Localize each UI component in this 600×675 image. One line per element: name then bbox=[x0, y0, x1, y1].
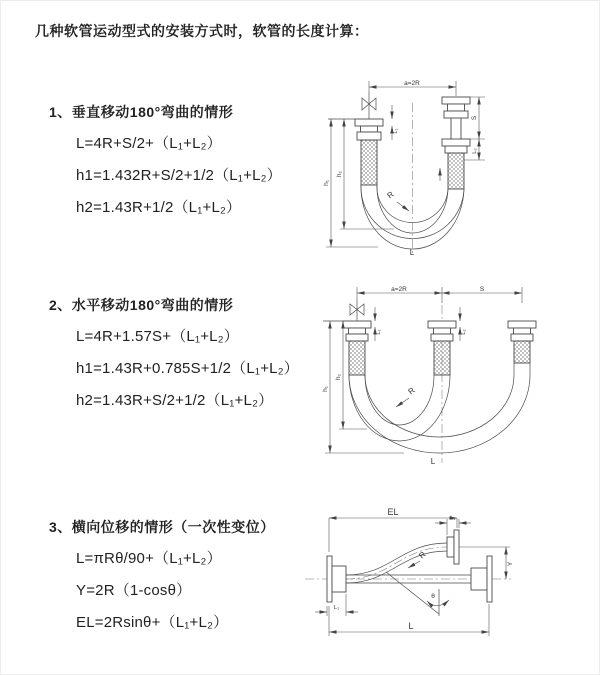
radius-label: R bbox=[406, 385, 417, 397]
length-label: L bbox=[430, 457, 436, 466]
dim-label-y: Y bbox=[507, 561, 514, 567]
section-2-formula-h2: h2=1.43R+S/2+1/2（L₁+L₂） bbox=[76, 392, 274, 409]
dim-label-a2r: a=2R bbox=[391, 286, 407, 293]
right-hose-end bbox=[440, 97, 470, 189]
dim-l bbox=[329, 604, 489, 636]
dim-s bbox=[442, 286, 522, 293]
section-3-formula-L: L=πRθ/90+（L₁+L₂） bbox=[76, 550, 222, 567]
angle-label: θ bbox=[431, 593, 435, 600]
dim-label-s: S bbox=[479, 286, 485, 293]
section-3-formula-Y: Y=2R（1-cosθ） bbox=[76, 582, 192, 599]
section-2-heading: 2、水平移动180°弯曲的情形 bbox=[49, 297, 234, 313]
dim-label-l1: L₁ bbox=[393, 128, 399, 134]
dim-label-l2: L₂ bbox=[461, 329, 467, 335]
dim-label-h1: h₁ bbox=[323, 180, 330, 186]
dim-label-l2: L₂ bbox=[450, 515, 456, 522]
section-2-formula-L: L=4R+1.57S+（L₁+L₂） bbox=[76, 328, 239, 345]
section-1 bbox=[49, 102, 282, 231]
valve-icon bbox=[362, 92, 376, 119]
right-hose-end bbox=[508, 321, 536, 375]
dim-label-h1: h₁ bbox=[322, 386, 329, 392]
page-title: 几种软管运动型式的安装方式时，软管的长度计算： bbox=[35, 23, 369, 39]
dim-el bbox=[329, 507, 457, 552]
section-1-formula-h2: h2=1.43R+1/2（L₁+L₂） bbox=[76, 199, 242, 216]
dim-label-a2r: a=2R bbox=[404, 80, 420, 87]
dim-label-l1: L₁ bbox=[376, 329, 382, 335]
dim-label-s: S bbox=[471, 115, 478, 121]
dim-a2r bbox=[369, 80, 456, 96]
angle-callout bbox=[386, 572, 449, 616]
diagram-vertical-bend bbox=[314, 77, 599, 257]
section-1-formula-h1: h1=1.432R+S/2+1/2（L₁+L₂） bbox=[76, 167, 282, 184]
section-3 bbox=[49, 517, 275, 646]
dim-a2r bbox=[357, 286, 522, 303]
dim-l1-fitting bbox=[375, 307, 382, 341]
radius-callout bbox=[396, 386, 417, 407]
hose-braid bbox=[361, 140, 377, 185]
dim-l1 bbox=[315, 594, 358, 616]
dim-label-el: EL bbox=[387, 507, 399, 517]
section-3-heading: 3、横向位移的情形（一次性变位） bbox=[49, 519, 275, 535]
dim-l2 bbox=[435, 516, 471, 536]
dim-l2-fitting bbox=[460, 307, 467, 341]
radius-label: R bbox=[385, 189, 396, 201]
section-1-formula-L: L=4R+S/2+（L₁+L₂） bbox=[76, 135, 222, 152]
hose-arcs bbox=[349, 375, 530, 453]
dim-label-l2: L₂ bbox=[472, 148, 478, 154]
hose-braid bbox=[514, 341, 530, 363]
diagram-horizontal-bend bbox=[309, 283, 600, 468]
hose-braid bbox=[434, 341, 450, 375]
valve-icon bbox=[350, 299, 364, 321]
section-2 bbox=[49, 295, 299, 424]
hose-braid bbox=[448, 153, 464, 189]
dim-label-h2: h₂ bbox=[336, 170, 343, 178]
section-2-formula-h1: h1=1.43R+0.785S+1/2（L₁+L₂） bbox=[76, 360, 299, 377]
dim-label-l1: L₁ bbox=[333, 605, 340, 611]
section-3-formula-EL: EL=2Rsinθ+（L₁+L₂） bbox=[76, 614, 229, 631]
dim-label-l: L bbox=[408, 621, 414, 631]
radius-callout bbox=[385, 190, 409, 211]
dim-l2 bbox=[472, 139, 479, 160]
left-hose-end bbox=[327, 556, 346, 602]
middle-hose-end bbox=[428, 321, 456, 375]
diagram-lateral-displacement bbox=[301, 504, 600, 662]
hose-braid bbox=[349, 341, 365, 375]
length-label: L bbox=[409, 248, 415, 257]
dim-l1-fitting bbox=[392, 105, 399, 140]
radius-label: R bbox=[417, 549, 428, 561]
section-1-heading: 1、垂直移动180°弯曲的情形 bbox=[49, 104, 234, 120]
dim-label-h2: h₂ bbox=[335, 373, 342, 381]
